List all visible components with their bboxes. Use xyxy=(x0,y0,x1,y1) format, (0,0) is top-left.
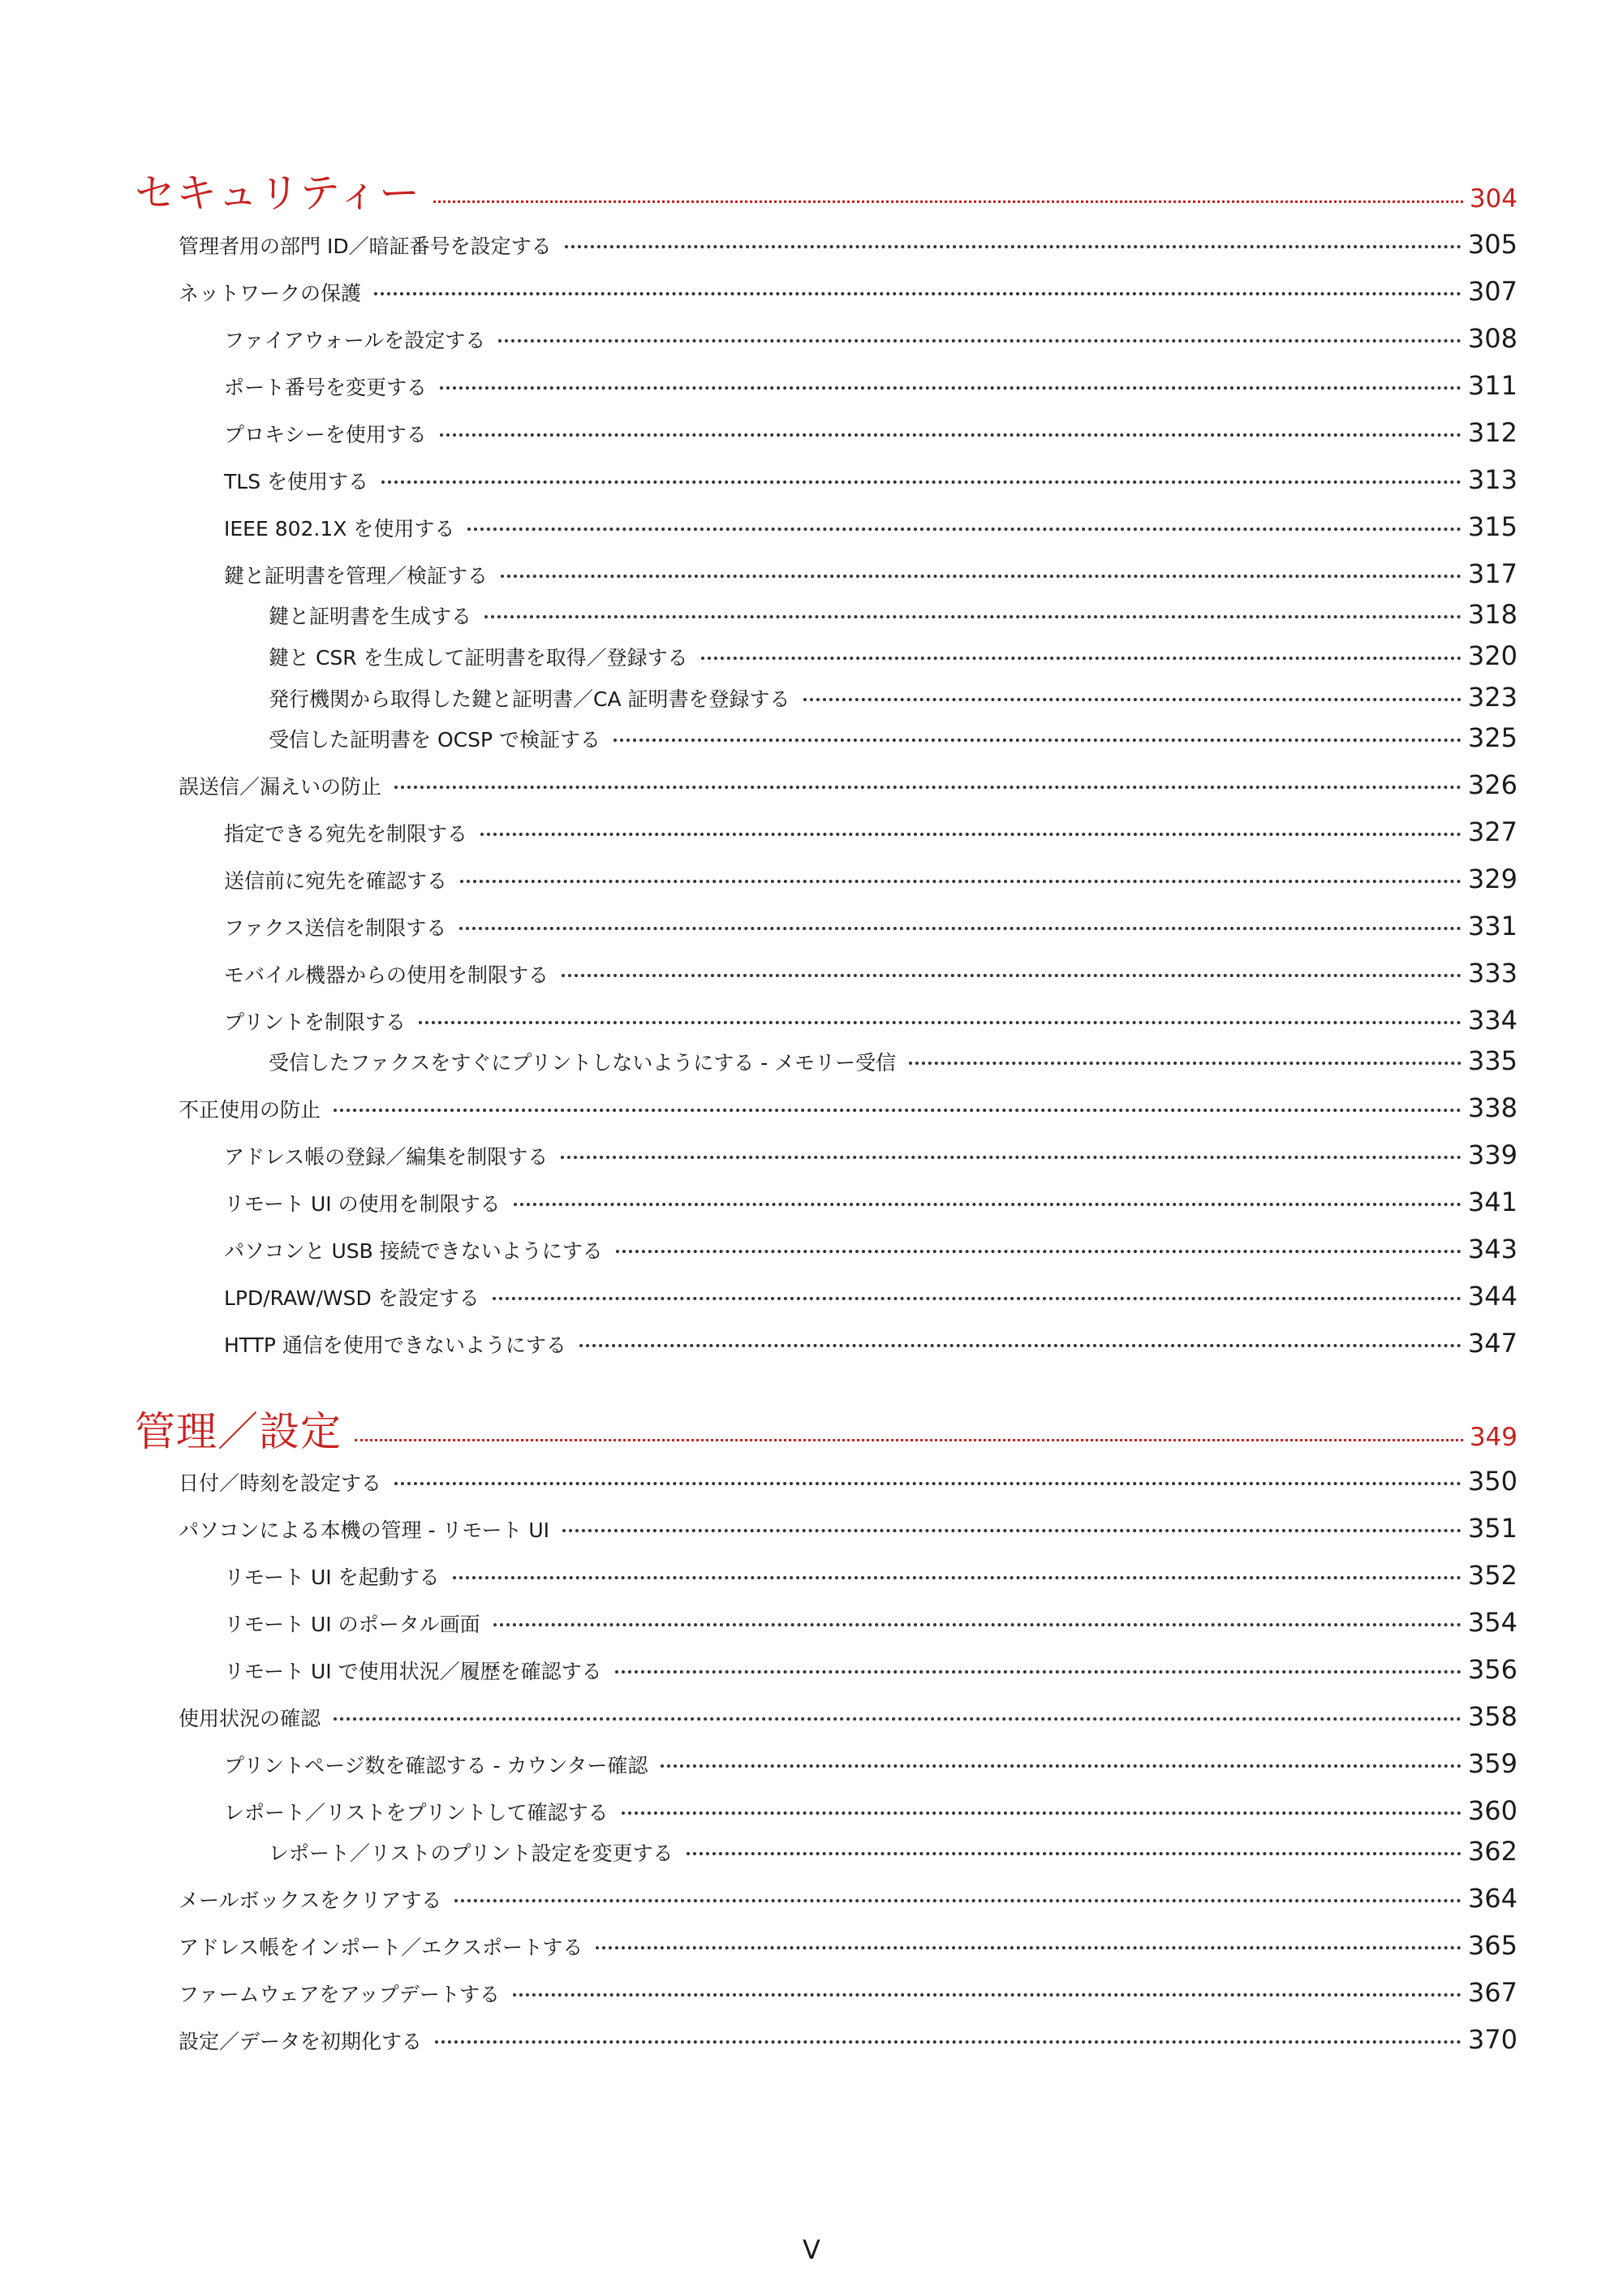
page-number: 350 xyxy=(1467,1466,1518,1497)
toc-entry[interactable] xyxy=(224,1328,1518,1359)
entry-label: 送信前に宛先を確認する xyxy=(224,869,448,893)
entry-label: 鍵と証明書を生成する xyxy=(269,605,472,628)
toc-entry[interactable] xyxy=(269,722,1518,753)
entry-label: リモート UI の使用を制限する xyxy=(224,1192,501,1216)
toc-entry[interactable] xyxy=(269,640,1518,671)
dot-leader xyxy=(433,200,1463,203)
entry-label: 不正使用の防止 xyxy=(179,1098,321,1122)
section-heading-management[interactable] xyxy=(135,1399,1518,1458)
toc-entry[interactable] xyxy=(224,558,1518,589)
toc-entry[interactable] xyxy=(224,511,1518,542)
dot-leader xyxy=(440,386,1462,390)
page-number: 318 xyxy=(1467,599,1518,630)
entry-label: パソコンと USB 接続できないようにする xyxy=(224,1239,603,1263)
page-number: 311 xyxy=(1467,370,1518,401)
toc-entry[interactable] xyxy=(224,1560,1518,1591)
page-number: 367 xyxy=(1467,1977,1518,2008)
dot-leader xyxy=(454,1899,1462,1902)
dot-leader xyxy=(616,1250,1462,1253)
entry-label: ファイアウォールを設定する xyxy=(224,329,486,352)
dot-leader xyxy=(803,698,1462,701)
dot-leader xyxy=(493,1623,1462,1626)
dot-leader xyxy=(334,1109,1462,1112)
page-number: 364 xyxy=(1467,1883,1518,1914)
page-number: 354 xyxy=(1467,1607,1518,1638)
page-number: 308 xyxy=(1467,323,1518,354)
toc-entry[interactable] xyxy=(179,1977,1518,2008)
dot-leader xyxy=(480,833,1462,836)
dot-leader xyxy=(514,1203,1462,1206)
page-number: 329 xyxy=(1467,864,1518,894)
toc-entry[interactable] xyxy=(179,1513,1518,1544)
dot-leader xyxy=(459,927,1462,930)
toc-entry[interactable] xyxy=(224,1607,1518,1638)
page-number: 343 xyxy=(1467,1234,1518,1264)
toc-entry[interactable] xyxy=(224,370,1518,401)
toc-entry[interactable] xyxy=(224,864,1518,894)
page-number: 335 xyxy=(1467,1045,1518,1076)
toc-entry[interactable] xyxy=(179,229,1518,260)
toc-entry[interactable] xyxy=(179,1930,1518,1961)
page-number: 304 xyxy=(1469,184,1518,213)
toc-entry[interactable] xyxy=(224,816,1518,847)
entry-label: 鍵と証明書を管理／検証する xyxy=(224,564,489,588)
entry-label: ファクス送信を制限する xyxy=(224,916,447,940)
toc-entry[interactable] xyxy=(224,958,1518,989)
toc-entry[interactable] xyxy=(179,276,1518,307)
page-number: 370 xyxy=(1467,2024,1518,2055)
dot-leader xyxy=(661,1764,1462,1768)
dot-leader xyxy=(498,339,1462,342)
page-number: 307 xyxy=(1467,276,1518,307)
page-number: 323 xyxy=(1467,682,1518,713)
entry-label: TLS を使用する xyxy=(224,470,369,493)
dot-leader xyxy=(394,786,1462,789)
page-number: 327 xyxy=(1467,816,1518,847)
entry-label: リモート UI で使用状況／履歴を確認する xyxy=(224,1660,602,1683)
entry-label: ポート番号を変更する xyxy=(224,376,428,399)
page-number: 356 xyxy=(1467,1654,1518,1685)
entry-label: レポート／リストのプリント設定を変更する xyxy=(269,1842,674,1865)
dot-leader xyxy=(440,433,1462,437)
page-number: 325 xyxy=(1467,722,1518,753)
entry-label: 管理者用の部門 ID／暗証番号を設定する xyxy=(179,235,552,258)
page-number: 341 xyxy=(1467,1187,1518,1217)
page-number: 334 xyxy=(1467,1005,1518,1036)
page-number: 331 xyxy=(1467,911,1518,941)
toc-entry[interactable] xyxy=(179,1092,1518,1123)
page-number: 320 xyxy=(1467,640,1518,671)
dot-leader xyxy=(394,1482,1462,1485)
dot-leader xyxy=(374,292,1462,295)
dot-leader xyxy=(687,1852,1462,1855)
page-number: 351 xyxy=(1467,1513,1518,1544)
section-heading-security[interactable] xyxy=(135,161,1518,219)
page-number: 313 xyxy=(1467,464,1518,495)
toc-entry[interactable] xyxy=(224,1281,1518,1312)
dot-leader xyxy=(493,1297,1462,1300)
section-title: 管理／設定 xyxy=(135,1408,342,1455)
page-number: 338 xyxy=(1467,1092,1518,1123)
toc-entry[interactable] xyxy=(224,1187,1518,1217)
dot-leader xyxy=(613,739,1462,742)
page-number: 362 xyxy=(1467,1836,1518,1867)
entry-label: 設定／データを初期化する xyxy=(179,2030,423,2053)
entry-label: プリントを制限する xyxy=(224,1010,407,1034)
entry-label: リモート UI を起動する xyxy=(224,1566,440,1589)
toc-entry[interactable] xyxy=(269,1045,1518,1076)
dot-leader xyxy=(565,245,1462,248)
page-number: 352 xyxy=(1467,1560,1518,1591)
dot-leader xyxy=(615,1670,1462,1674)
page-number: 305 xyxy=(1467,229,1518,260)
page-number: 317 xyxy=(1467,558,1518,589)
entry-label: モバイル機器からの使用を制限する xyxy=(224,963,549,987)
entry-label: 使用状況の確認 xyxy=(179,1707,321,1730)
toc-entry[interactable] xyxy=(224,323,1518,354)
dot-leader xyxy=(453,1576,1462,1579)
entry-label: レポート／リストをプリントして確認する xyxy=(224,1801,609,1824)
toc-entry[interactable] xyxy=(179,1883,1518,1914)
page-number: 359 xyxy=(1467,1748,1518,1779)
entry-label: パソコンによる本機の管理 - リモート UI xyxy=(179,1518,550,1542)
dot-leader xyxy=(484,615,1462,618)
dot-leader xyxy=(579,1344,1462,1347)
toc-entry[interactable] xyxy=(179,2024,1518,2055)
entry-label: IEEE 802.1X を使用する xyxy=(224,517,455,541)
page-number: 312 xyxy=(1467,417,1518,448)
dot-leader xyxy=(355,1439,1463,1441)
dot-leader xyxy=(334,1717,1462,1721)
toc-entry[interactable] xyxy=(269,682,1518,713)
toc-entry[interactable] xyxy=(269,599,1518,630)
entry-label: アドレス帳をインポート／エクスポートする xyxy=(179,1936,583,1959)
entry-label: プロキシーを使用する xyxy=(224,423,427,446)
page-number: 326 xyxy=(1467,769,1518,800)
page-number: 349 xyxy=(1469,1423,1518,1452)
dot-leader xyxy=(562,1529,1462,1532)
dot-leader xyxy=(501,575,1462,578)
dot-leader xyxy=(701,657,1462,660)
dot-leader xyxy=(561,1156,1462,1159)
toc-entry[interactable] xyxy=(224,464,1518,495)
dot-leader xyxy=(622,1811,1462,1815)
footer-page-number: V xyxy=(803,2234,820,2265)
entry-label: 受信した証明書を OCSP で検証する xyxy=(269,728,601,752)
entry-label: 誤送信／漏えいの防止 xyxy=(179,775,382,799)
page-number: 344 xyxy=(1467,1281,1518,1312)
page-number: 365 xyxy=(1467,1930,1518,1961)
entry-label: メールボックスをクリアする xyxy=(179,1889,442,1912)
entry-label: リモート UI のポータル画面 xyxy=(224,1613,480,1636)
page-number: 339 xyxy=(1467,1139,1518,1170)
entry-label: ファームウェアをアップデートする xyxy=(179,1983,501,2006)
dot-leader xyxy=(460,880,1462,883)
dot-leader xyxy=(909,1062,1462,1065)
page-number: 315 xyxy=(1467,511,1518,542)
toc-entry[interactable] xyxy=(224,1748,1518,1779)
entry-label: ネットワークの保護 xyxy=(179,282,362,305)
entry-label: 指定できる宛先を制限する xyxy=(224,822,468,846)
entry-label: プリントページ数を確認する - カウンター確認 xyxy=(224,1754,648,1777)
entry-label: 鍵と CSR を生成して証明書を取得／登録する xyxy=(269,646,688,670)
dot-leader xyxy=(467,528,1462,531)
toc-entry[interactable] xyxy=(179,1701,1518,1732)
page-number: 347 xyxy=(1467,1328,1518,1359)
dot-leader xyxy=(419,1021,1462,1024)
toc-entry[interactable] xyxy=(224,1139,1518,1170)
dot-leader xyxy=(562,974,1462,977)
section-title: セキュリティー xyxy=(135,170,420,217)
toc-entry[interactable] xyxy=(224,1795,1518,1826)
toc-entry[interactable] xyxy=(224,1005,1518,1036)
toc-entry[interactable] xyxy=(224,911,1518,941)
entry-label: HTTP 通信を使用できないようにする xyxy=(224,1333,566,1357)
toc-entry[interactable] xyxy=(179,1466,1518,1497)
dot-leader xyxy=(513,1993,1462,1997)
dot-leader xyxy=(435,2040,1462,2044)
entry-label: アドレス帳の登録／編集を制限する xyxy=(224,1145,549,1169)
toc-entry[interactable] xyxy=(224,417,1518,448)
page-number: 360 xyxy=(1467,1795,1518,1826)
entry-label: 発行機関から取得した鍵と証明書／CA 証明書を登録する xyxy=(269,687,790,711)
page-number: 333 xyxy=(1467,958,1518,989)
page-number: 358 xyxy=(1467,1701,1518,1732)
toc-entry[interactable] xyxy=(224,1234,1518,1264)
toc-entry[interactable] xyxy=(179,769,1518,800)
toc-entry[interactable] xyxy=(224,1654,1518,1685)
entry-label: LPD/RAW/WSD を設定する xyxy=(224,1286,480,1310)
toc-entry[interactable] xyxy=(269,1836,1518,1867)
dot-leader xyxy=(381,480,1462,484)
entry-label: 日付／時刻を設定する xyxy=(179,1471,382,1495)
entry-label: 受信したファクスをすぐにプリントしないようにする - メモリー受信 xyxy=(269,1051,897,1075)
dot-leader xyxy=(596,1946,1462,1949)
